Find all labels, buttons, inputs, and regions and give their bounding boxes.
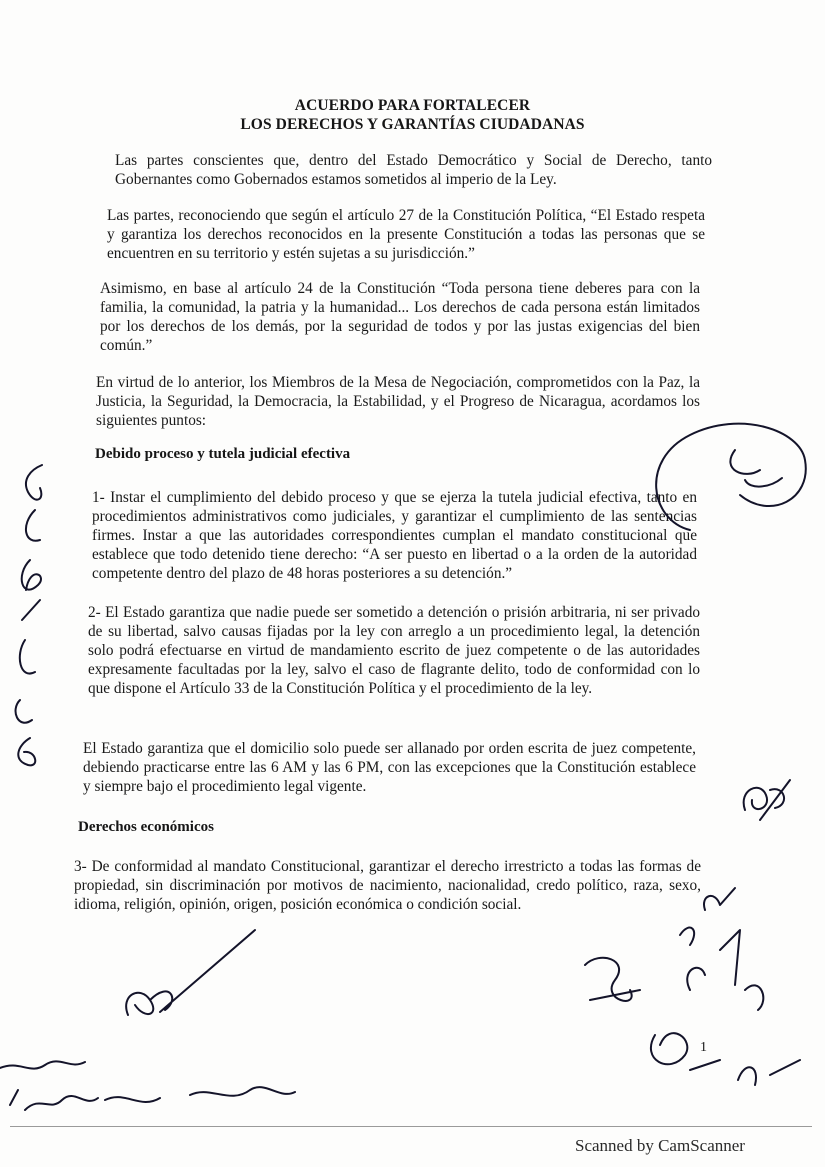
paragraph-article-27: Las partes, reconociendo que según el artículo 27 de la Constitución Política, “El Estado respeta y garantiza los derechos reconocidos en la presente Constitución a todas las personas que se encuentren en su territorio y estén sujetas a su jurisdicción.” xyxy=(107,207,705,262)
point-3: 3- De conformidad al mandato Constitucional, garantizar el derecho irrestricto a todas las formas de propiedad, sin discriminación por motivos de nacimiento, nacionalidad, credo político, raza, sexo, idioma, religión, opinión, origen, posición económica o condición social. xyxy=(74,858,701,913)
bottom-left-handwriting xyxy=(0,1061,295,1110)
page-number: 1 xyxy=(700,1040,707,1055)
paragraph-preamble: Las partes conscientes que, dentro del Estado Democrático y Social de Derecho, tanto Gobernantes como Gobernados estamos sometidos al imperio de la Ley. xyxy=(115,152,712,188)
paragraph-article-24: Asimismo, en base al artículo 24 de la Constitución “Toda persona tiene deberes para con la familia, la comunidad, la patria y la humanidad... Los derechos de cada persona están limitados por los derechos de los demás, por la seguridad de todos y por las justas exigencias del bien común.” xyxy=(100,280,700,354)
title-line-1: ACUERDO PARA FORTALECER xyxy=(294,97,531,114)
footer-divider xyxy=(10,1126,812,1127)
point-2-domicile: El Estado garantiza que el domicilio solo puede ser allanado por orden escrita de juez competente, debiendo practicarse entre las 6 AM y las 6 PM, con las excepciones que la Constitución establece y siempre bajo el procedimiento legal vigente. xyxy=(83,740,696,795)
scanner-watermark: Scanned by CamScanner xyxy=(575,1136,745,1155)
title-line-2: LOS DERECHOS Y GARANTÍAS CIUDADANAS xyxy=(240,116,585,133)
right-margin-initials xyxy=(744,780,790,820)
section-heading-economic-rights: Derechos económicos xyxy=(78,819,214,835)
paragraph-negotiation: En virtud de lo anterior, los Miembros de la Mesa de Negociación, comprometidos con la Paz, la Justicia, la Seguridad, la Democracia, la Estabilidad, y el Progreso de Nicaragua, acordamos los siguientes puntos: xyxy=(96,374,700,429)
bottom-right-signatures xyxy=(585,930,800,1085)
section-heading-due-process: Debido proceso y tutela judicial efectiva xyxy=(95,446,351,462)
point-2: 2- El Estado garantiza que nadie puede ser sometido a detención o prisión arbitraria, ni ser privado de su libertad, salvo causas fijadas por la ley con arreglo a un procedimiento legal, la detención solo podrá efectuarse en virtud de mandamiento escrito de juez competente o de las autoridades expresamente facultadas por la ley, salvo el caso de flagrante delito, todo de conformidad con lo que dispone el Artículo 33 de la Constitución Política y el procedimiento de la ley. xyxy=(88,604,700,697)
bottom-left-signature xyxy=(126,930,255,1015)
left-margin-signature xyxy=(16,465,42,765)
point-1: 1- Instar el cumplimiento del debido proceso y que se ejerza la tutela judicial efectiva, tanto en procedimientos administrativos como judiciales, y garantizar el cumplimiento de las sentencias firmes. Instar a que las autoridades correspondientes cumplan el mandato constitucional que establece que todo detenido tiene derecho: “A ser puesto en libertad o a la orden de la autoridad competente dentro del plazo de 48 horas posteriores a su detención.” xyxy=(92,489,697,582)
